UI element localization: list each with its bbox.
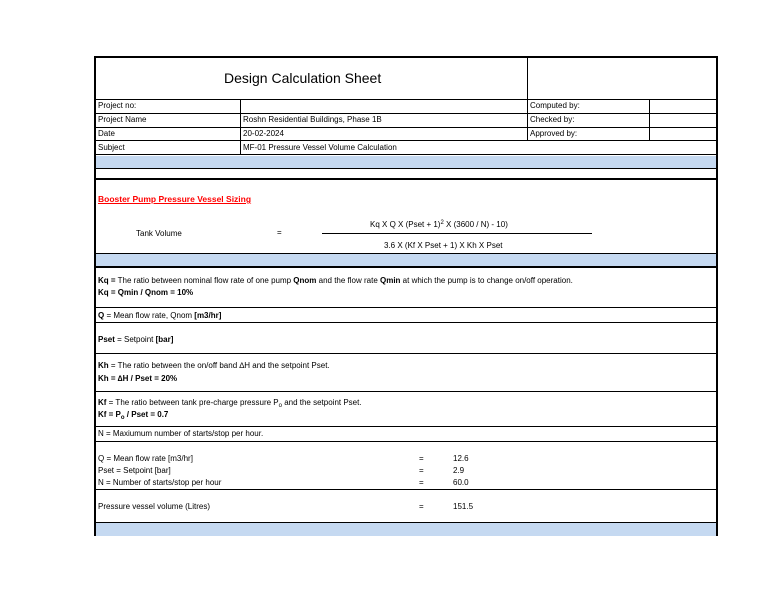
result-value: 151.5 (453, 502, 474, 511)
computed-by-label: Computed by: (530, 101, 580, 110)
formula-label: Tank Volume (136, 229, 182, 238)
kq-text: The ratio between nominal flow rate of one pump (115, 276, 294, 285)
input-label: N = Number of starts/stop per hour (98, 478, 222, 487)
project-name-value: Roshn Residential Buildings, Phase 1B (243, 115, 382, 124)
kf-definition (98, 398, 362, 408)
kq-symbol: Kq = (98, 276, 116, 285)
row-line (96, 307, 716, 308)
input-label: Q = Mean flow rate [m3/hr] (98, 454, 193, 463)
date-value: 20-02-2024 (243, 129, 284, 138)
band-line (96, 168, 716, 169)
project-no-label: Project no: (98, 101, 137, 110)
input-value: 12.6 (453, 454, 469, 463)
subject-value: MF-01 Pressure Vessel Volume Calculation (243, 143, 397, 152)
separator-band (96, 523, 716, 536)
numerator-left: Kq X Q X (Pset + 1) (370, 220, 441, 229)
kf-text: = The ratio between tank pre-charge pressure P (106, 398, 279, 407)
kf-value-right: / Pset = 0.7 (124, 410, 169, 419)
project-name-label: Project Name (98, 115, 147, 124)
subject-label: Subject (98, 143, 125, 152)
kf-value-left: Kf = P (98, 410, 121, 419)
signoff-value-divider (649, 99, 650, 140)
kh-symbol: Kh (98, 361, 109, 370)
kq-text: at which the pump is to change on/off operation. (400, 276, 573, 285)
result-equals: = (419, 502, 424, 511)
formula-equals: = (277, 228, 282, 237)
row-line (96, 426, 716, 427)
qnom-term: Qnom (293, 276, 317, 285)
band-line (96, 266, 716, 268)
header-line (96, 154, 716, 155)
kf-value (98, 410, 168, 420)
fraction-bar (322, 233, 592, 234)
row-line (96, 391, 716, 392)
input-label: Pset = Setpoint [bar] (98, 466, 171, 475)
input-equals: = (419, 466, 424, 475)
date-label: Date (98, 129, 115, 138)
kf-text-end: and the setpoint Pset. (281, 398, 362, 407)
kh-text: = The ratio between the on/off band ∆H and the setpoint Pset. (108, 361, 330, 370)
formula-numerator (370, 220, 508, 230)
kf-symbol: Kf (98, 398, 107, 407)
band-line (96, 178, 716, 180)
header-line (96, 113, 716, 114)
q-definition (98, 311, 221, 321)
input-value: 60.0 (453, 478, 469, 487)
q-unit: [m3/hr] (194, 311, 222, 320)
calculation-sheet (94, 56, 718, 536)
label-column-divider (240, 99, 241, 154)
q-text: = Mean flow rate, Qnom (104, 311, 195, 320)
sheet-title: Design Calculation Sheet (224, 70, 382, 86)
qmin-term: Qmin (380, 276, 401, 285)
row-line (96, 322, 716, 323)
separator-band (96, 156, 716, 168)
input-equals: = (419, 454, 424, 463)
n-definition: N = Maxiumum number of starts/stop per hour. (98, 429, 264, 438)
kf-value-subscript: o (120, 415, 125, 421)
kq-text: and the flow rate (316, 276, 380, 285)
section-title: Booster Pump Pressure Vessel Sizing (98, 194, 252, 204)
kq-value: Kq = Qmin / Qnom = 10% (98, 288, 194, 297)
kh-value: Kh = ∆H / Pset = 20% (98, 374, 178, 383)
q-symbol: Q (98, 311, 105, 320)
checked-by-label: Checked by: (530, 115, 575, 124)
numerator-exponent: 2 (440, 220, 444, 226)
pset-unit: [bar] (155, 335, 174, 344)
kq-definition (98, 276, 573, 286)
approved-by-label: Approved by: (530, 129, 578, 138)
pset-text: = Setpoint (114, 335, 156, 344)
row-line (96, 489, 716, 490)
kf-subscript: o (278, 403, 282, 409)
pset-definition (98, 335, 173, 345)
input-value: 2.9 (453, 466, 465, 475)
separator-band (96, 254, 716, 266)
row-line (96, 441, 716, 442)
header-line (96, 127, 716, 128)
result-label: Pressure vessel volume (Litres) (98, 502, 211, 511)
pset-symbol: Pset (98, 335, 115, 344)
input-equals: = (419, 478, 424, 487)
row-line (96, 353, 716, 354)
kh-definition (98, 361, 330, 371)
formula-denominator: 3.6 X (Kf X Pset + 1) X Kh X Pset (384, 241, 503, 250)
numerator-right: X (3600 / N) - 10) (443, 220, 508, 229)
header-line (96, 140, 716, 141)
header-line (96, 99, 716, 100)
